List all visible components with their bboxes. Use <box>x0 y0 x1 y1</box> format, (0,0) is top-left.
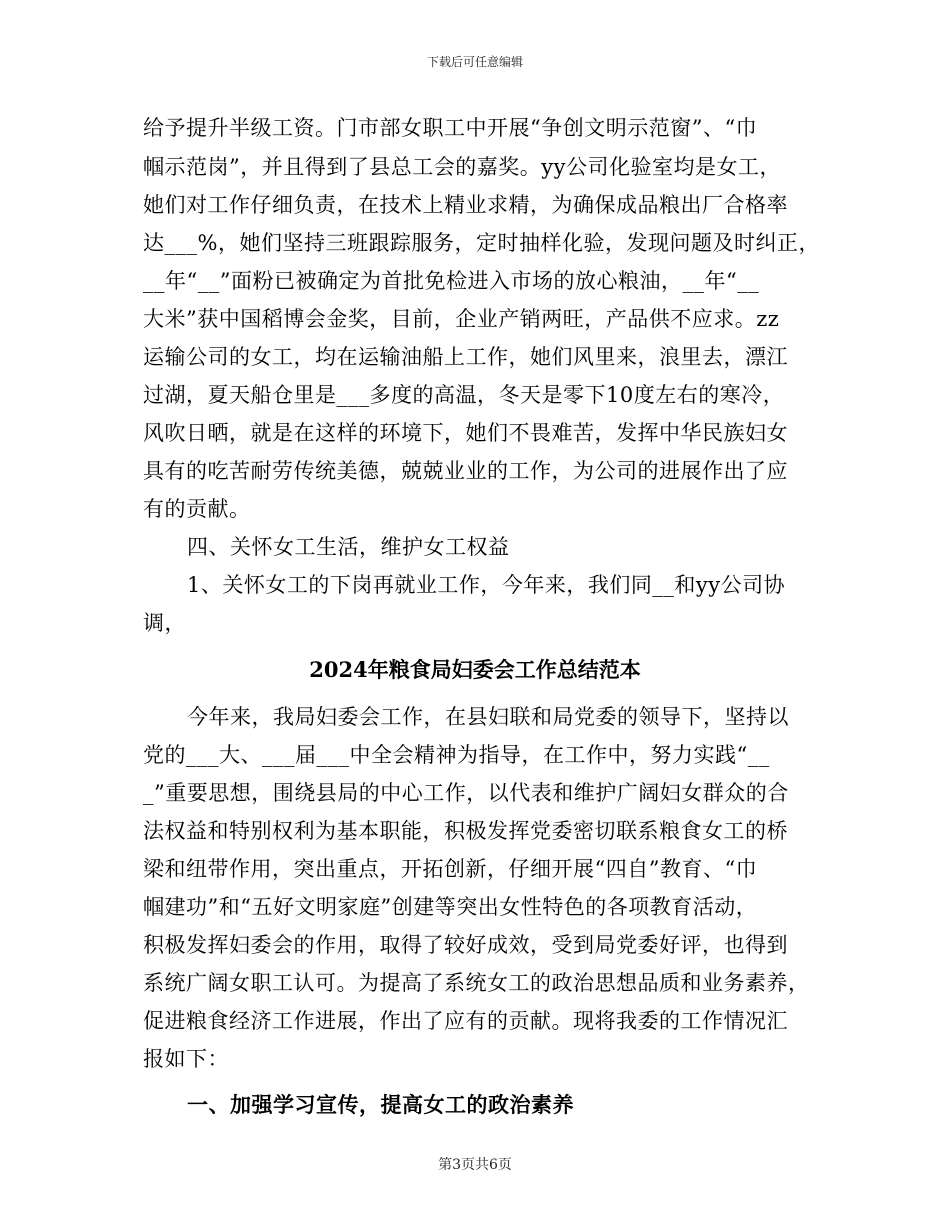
intro-line: 帼建功”和“五好文明家庭”创建等突出女性特色的各项教育活动， <box>143 895 758 919</box>
body-line: 调， <box>143 611 186 635</box>
body-line: 给予提升半级工资。门市部女职工中开展“争创文明示范窗”、“巾 <box>143 116 758 140</box>
intro-line: _”重要思想，围绕县局的中心工作，以代表和维护广阔妇女群众的合 <box>143 781 789 805</box>
body-line: 具有的吃苦耐劳传统美德，兢兢业业的工作，为公司的进展作出了应 <box>143 459 788 483</box>
intro-line: 党的___大、___届___中全会精神为指导，在工作中，努力实践“__ <box>143 743 770 767</box>
intro-line: 梁和纽带作用，突出重点，开拓创新，仔细开展“四自”教育、“巾 <box>143 857 758 881</box>
page-number: 第3页共6页 <box>438 1157 512 1173</box>
intro-line: 法权益和特别权利为基本职能，积极发挥党委密切联系粮食女工的桥 <box>143 819 788 843</box>
body-line: 过湖，夏天船仓里是___多度的高温，冬天是零下10度左右的寒冷， <box>143 383 785 407</box>
body-line: 1、关怀女工的下岗再就业工作，今年来，我们同__和yy公司协 <box>187 573 786 597</box>
body-line: 运输公司的女工，均在运输油船上工作，她们风里来，浪里去，漂江 <box>143 345 788 369</box>
intro-line: 报如下： <box>143 1047 229 1071</box>
body-line: 帼示范岗”，并且得到了县总工会的嘉奖。yy公司化验室均是女工， <box>143 155 781 179</box>
subsection-heading: 四、关怀女工生活，维护女工权益 <box>187 535 510 559</box>
page-header: 下载后可任意编辑 <box>426 55 523 69</box>
intro-line: 今年来，我局妇委会工作，在县妇联和局党委的领导下，坚持以 <box>187 705 789 729</box>
intro-line: 系统广阔女职工认可。为提高了系统女工的政治思想品质和业务素养， <box>143 971 810 995</box>
intro-line: 促进粮食经济工作进展，作出了应有的贡献。现将我委的工作情况汇 <box>143 1009 788 1033</box>
body-line: 她们对工作仔细负责，在技术上精业求精，为确保成品粮出厂合格率 <box>143 193 788 217</box>
document-title: 2024年粮食局妇委会工作总结范本 <box>309 657 641 682</box>
body-line: 大米”获中国稻博会金奖，目前，企业产销两旺，产品供不应求。zz <box>143 307 780 331</box>
section-heading: 一、加强学习宣传，提高女工的政治素养 <box>187 1092 574 1117</box>
body-line: 风吹日晒，就是在这样的环境下，她们不畏难苦，发挥中华民族妇女 <box>143 421 788 445</box>
body-line: 达___%，她们坚持三班跟踪服务，定时抽样化验，发现问题及时纠正， <box>143 231 820 255</box>
body-line: 有的贡献。 <box>143 497 251 521</box>
intro-line: 积极发挥妇委会的作用，取得了较好成效，受到局党委好评，也得到 <box>143 933 788 957</box>
body-line: __年“__”面粉已被确定为首批免检进入市场的放心粮油，__年“__ <box>143 269 760 293</box>
